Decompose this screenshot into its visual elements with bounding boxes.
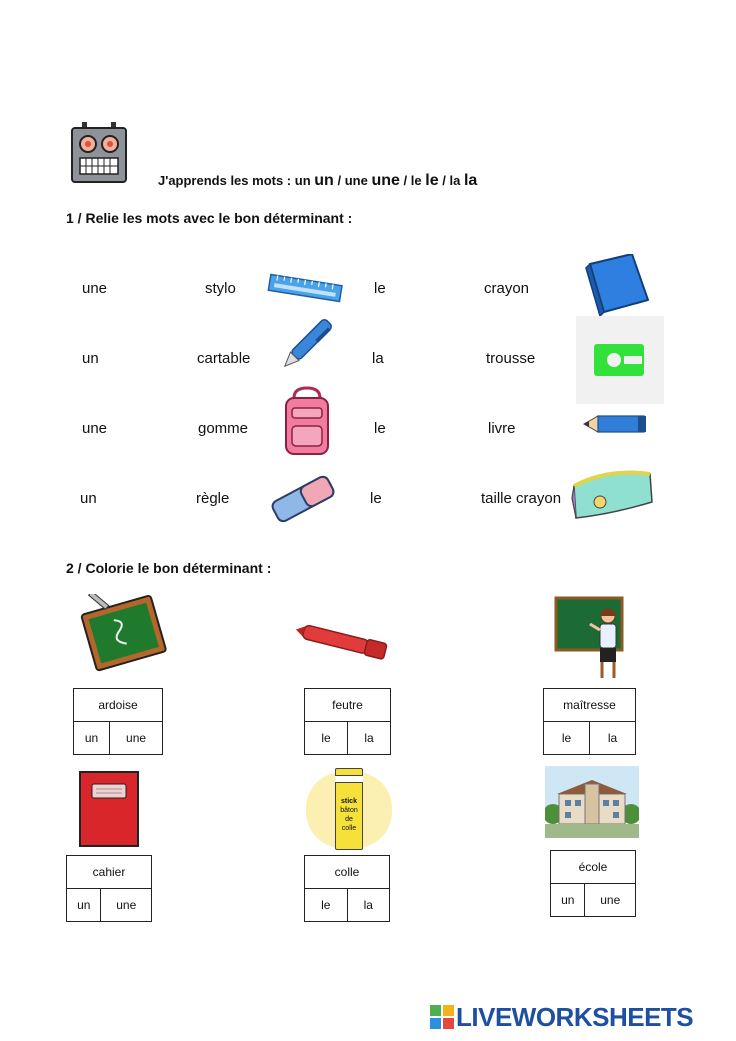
choice-option[interactable]: la [348, 722, 391, 755]
exercise1-heading: 1 / Relie les mots avec le bon déterminant : [66, 210, 353, 226]
glue-stick-label: de [345, 816, 353, 823]
choice-option[interactable]: le [544, 722, 590, 755]
right-noun[interactable]: taille crayon [481, 490, 562, 507]
choice-option[interactable]: le [305, 889, 348, 922]
glue-stick-icon [335, 768, 363, 850]
choice-word: maîtresse [544, 689, 636, 722]
choice-table-colle [304, 855, 390, 922]
left-noun[interactable]: cartable [197, 350, 251, 367]
right-determiner[interactable]: la [372, 350, 384, 367]
choice-word: colle [305, 856, 390, 889]
exercise2-heading: 2 / Colorie le bon déterminant : [66, 560, 272, 576]
choice-option[interactable]: la [590, 722, 636, 755]
teacher-icon [554, 594, 626, 684]
glue-stick-label: stick [341, 798, 357, 805]
left-noun[interactable]: gomme [198, 420, 249, 437]
left-noun[interactable]: règle [196, 490, 230, 507]
notebook-icon [76, 770, 142, 848]
slate-icon [80, 594, 168, 674]
choice-option[interactable]: une [101, 889, 152, 922]
right-determiner[interactable]: le [374, 280, 386, 297]
choice-word: école [551, 851, 636, 884]
school-icon [545, 766, 639, 838]
pencil-case-icon [568, 462, 658, 524]
sharpener-icon [590, 340, 648, 380]
right-noun[interactable]: crayon [484, 280, 530, 297]
robot-icon [70, 122, 128, 184]
choice-table-maitresse [543, 688, 636, 755]
choice-option[interactable]: la [347, 889, 390, 922]
choice-word: ardoise [74, 689, 163, 722]
pencil-icon [582, 410, 650, 438]
choice-option[interactable]: un [551, 884, 585, 917]
choice-option[interactable]: un [67, 889, 101, 922]
page-title: J'apprends les mots : un un / une une / le le / la la [158, 172, 478, 189]
right-noun[interactable]: livre [488, 420, 516, 437]
left-determiner[interactable]: une [82, 420, 108, 437]
choice-option[interactable]: le [305, 722, 348, 755]
choice-table-ecole [550, 850, 636, 917]
book-icon [582, 254, 654, 316]
choice-option[interactable]: une [110, 722, 163, 755]
left-determiner[interactable]: un [80, 490, 97, 507]
choice-option[interactable]: un [74, 722, 110, 755]
choice-word: cahier [67, 856, 152, 889]
choice-table-ardoise [73, 688, 163, 755]
right-determiner[interactable]: le [370, 490, 382, 507]
pen-icon [276, 315, 336, 375]
choice-table-feutre [304, 688, 391, 755]
liveworksheets-logo-icon [430, 1005, 454, 1029]
glue-stick-label: colle [341, 825, 357, 832]
choice-word: feutre [305, 689, 391, 722]
liveworksheets-logo [430, 1003, 693, 1031]
right-determiner[interactable]: le [374, 420, 386, 437]
glue-stick-label: bâton [340, 807, 358, 814]
brand-name: LIVEWORKSHEETS [456, 1001, 694, 1032]
choice-table-cahier [66, 855, 152, 922]
right-noun[interactable]: trousse [486, 350, 536, 367]
choice-option[interactable]: une [585, 884, 636, 917]
left-determiner[interactable]: un [82, 350, 99, 367]
marker-icon [292, 618, 392, 668]
left-determiner[interactable]: une [82, 280, 108, 297]
backpack-icon [280, 386, 334, 458]
left-noun[interactable]: stylo [205, 280, 236, 297]
ruler-icon [266, 270, 344, 308]
eraser-icon [266, 472, 340, 526]
